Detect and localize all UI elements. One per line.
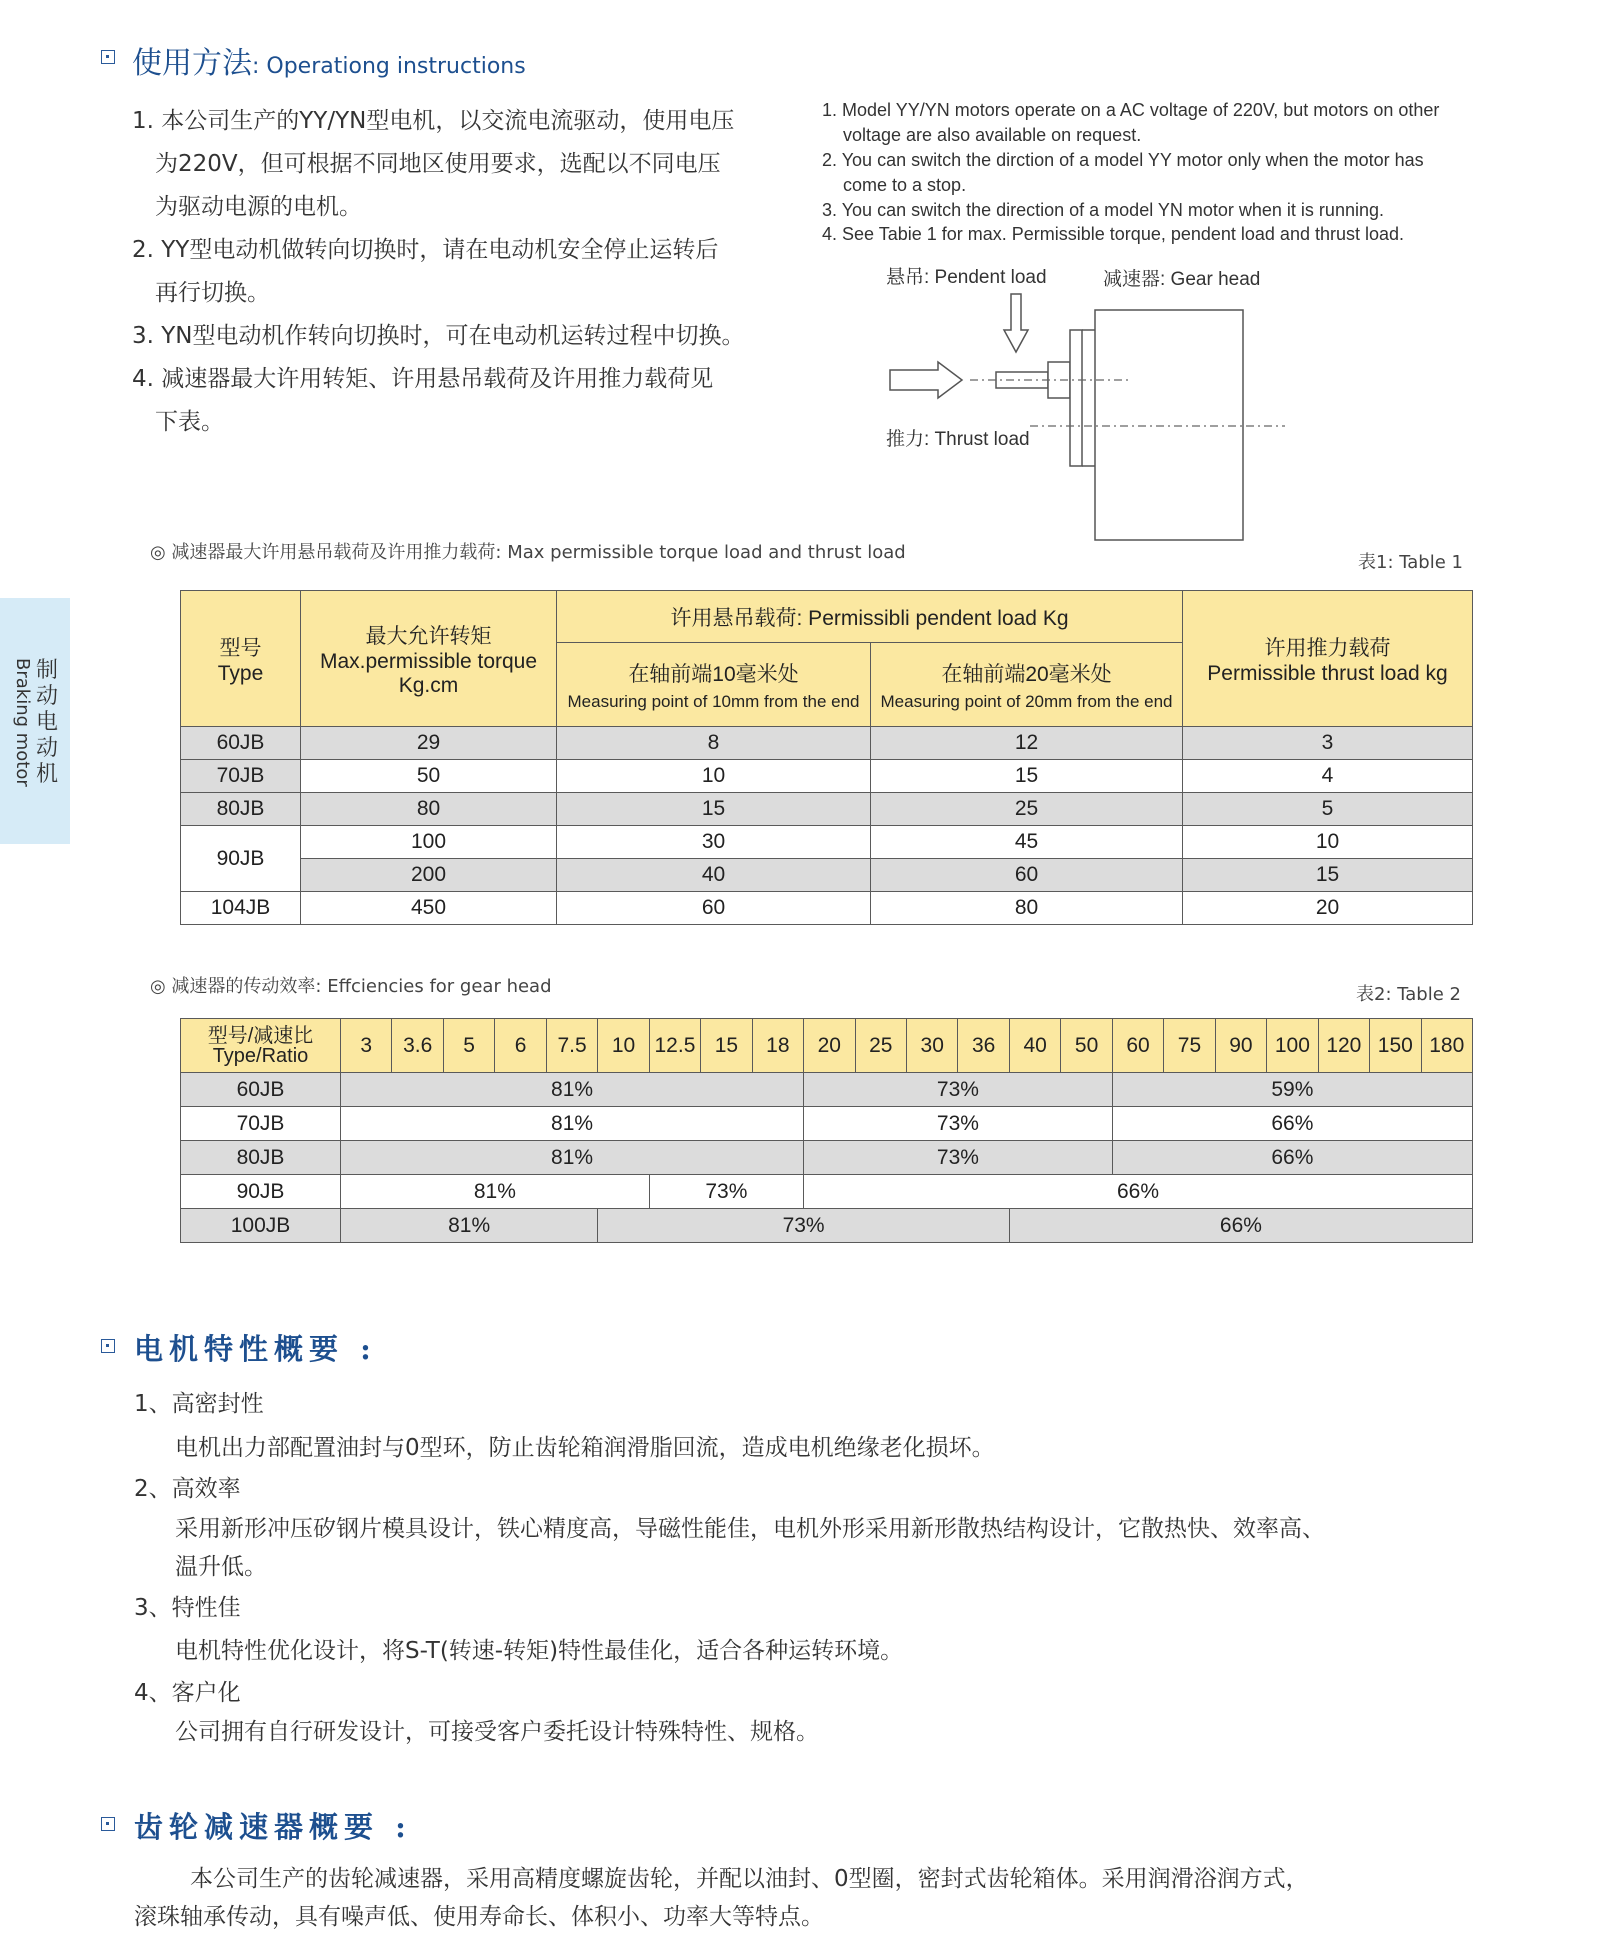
table-cell: 15	[1183, 859, 1473, 892]
ratio-header-cell: 3	[341, 1019, 392, 1073]
ratio-header-cell: 30	[906, 1019, 957, 1073]
ratio-header-cell: 90	[1215, 1019, 1266, 1073]
ratio-header-cell: 25	[855, 1019, 906, 1073]
usage-zh-line: 1. 本公司生产的YY/YN型电机，以交流电流驱动，使用电压	[132, 108, 735, 134]
efficiency-cell: 66%	[804, 1175, 1473, 1209]
efficiency-cell: 81%	[341, 1107, 804, 1141]
gear-summary-title: 齿轮减速器概要 :	[134, 1810, 412, 1844]
table-row	[181, 1107, 1473, 1141]
ratio-header-cell: 150	[1370, 1019, 1421, 1073]
ratio-header-cell: 40	[1009, 1019, 1060, 1073]
table-row	[181, 826, 1473, 859]
usage-zh-line: 为220V，但可根据不同地区使用要求，选配以不同电压	[155, 151, 721, 177]
table-cell: 80	[871, 892, 1183, 925]
ratio-header-cell: 15	[701, 1019, 752, 1073]
gear-head-body	[1095, 310, 1243, 540]
feature-body: 采用新形冲压矽钢片模具设计，铁心精度高，导磁性能佳，电机外形采用新形散热结构设计，它散热快、效率高、	[175, 1516, 1325, 1542]
motor-features-title: 电机特性概要 :	[134, 1332, 377, 1366]
ratio-header-cell: 5	[443, 1019, 494, 1073]
table2-tag: 表2: Table 2	[1356, 984, 1461, 1005]
usage-zh-line: 2. YY型电动机做转向切换时，请在电动机安全停止运转后	[132, 237, 719, 263]
efficiency-cell: 66%	[1112, 1141, 1472, 1175]
ratio-header-cell: 36	[958, 1019, 1009, 1073]
table-row	[181, 1175, 1473, 1209]
table-cell: 20	[1183, 892, 1473, 925]
table-row	[181, 859, 1473, 892]
feature-head: 1、高密封性	[134, 1391, 264, 1417]
table2-header-type-ratio	[181, 1019, 341, 1073]
table-cell: 104JB	[181, 892, 301, 925]
ratio-header-cell: 60	[1112, 1019, 1163, 1073]
table2	[180, 1018, 1473, 1243]
efficiency-cell: 73%	[649, 1175, 803, 1209]
ratio-header-cell: 7.5	[546, 1019, 597, 1073]
feature-body: 公司拥有自行研发设计，可接受客户委托设计特殊特性、规格。	[175, 1719, 819, 1745]
table-cell: 90JB	[181, 826, 301, 892]
side-tab-en: Braking motor	[12, 658, 33, 787]
header-text: Max.permissible torque	[319, 649, 538, 673]
ratio-header-cell: 3.6	[392, 1019, 443, 1073]
header-text: 型号	[219, 636, 262, 660]
shaft	[996, 372, 1048, 388]
efficiency-cell: 81%	[341, 1073, 804, 1107]
flange	[1070, 330, 1082, 466]
header-text: Type/Ratio	[212, 1044, 309, 1067]
header-text: 在轴前端20毫米处	[941, 662, 1112, 686]
table-row	[181, 1073, 1473, 1107]
header-text: 型号/减速比	[207, 1024, 314, 1047]
usage-en-line: come to a stop.	[843, 175, 967, 195]
efficiency-cell: 59%	[1112, 1073, 1472, 1107]
ratio-header-cell: 12.5	[649, 1019, 700, 1073]
efficiency-cell: 73%	[804, 1073, 1113, 1107]
efficiency-cell: 73%	[804, 1107, 1113, 1141]
usage-zh-line: 再行切换。	[155, 280, 270, 306]
table1-header-torque	[301, 591, 557, 727]
efficiency-cell: 81%	[341, 1209, 598, 1243]
table1-header-type	[181, 591, 301, 727]
table-cell: 50	[301, 760, 557, 793]
table-cell: 15	[871, 760, 1183, 793]
table2-header-row	[181, 1019, 1473, 1073]
efficiency-cell: 81%	[341, 1175, 650, 1209]
header-text: 许用推力载荷	[1264, 636, 1391, 660]
table-cell: 70JB	[181, 1107, 341, 1141]
table-cell: 15	[557, 793, 871, 826]
efficiency-cell: 66%	[1009, 1209, 1472, 1243]
table-cell: 3	[1183, 727, 1473, 760]
table-cell: 60	[557, 892, 871, 925]
header-text: Type	[217, 661, 264, 685]
ratio-header-cell: 6	[495, 1019, 546, 1073]
table-cell: 45	[871, 826, 1183, 859]
feature-head: 2、高效率	[134, 1476, 241, 1502]
table-cell: 60	[871, 859, 1183, 892]
usage-zh-line: 3. YN型电动机作转向切换时，可在电动机运转过程中切换。	[132, 323, 745, 349]
table1-caption: ◎ 减速器最大许用悬吊载荷及许用推力载荷: Max permissible torque load and thrust load	[150, 542, 906, 563]
table-row	[181, 727, 1473, 760]
table1-header-20mm	[871, 643, 1183, 727]
ratio-header-cell: 20	[804, 1019, 855, 1073]
table-cell: 80	[301, 793, 557, 826]
usage-zh-line: 下表。	[155, 409, 224, 435]
table-cell: 10	[1183, 826, 1473, 859]
header-text: Permissible thrust load kg	[1207, 661, 1448, 685]
gear-summary-line: 本公司生产的齿轮减速器，采用高精度螺旋齿轮，并配以油封、0型圈，密封式齿轮箱体。采用润滑浴润方式，	[190, 1866, 1309, 1892]
efficiency-cell: 73%	[804, 1141, 1113, 1175]
table2-caption: ◎ 减速器的传动效率: Effciencies for gear head	[150, 976, 552, 997]
usage-en-line: 1. Model YY/YN motors operate on a AC voltage of 220V, but motors on other	[822, 100, 1440, 120]
pendent-arrow-icon	[1004, 294, 1028, 352]
table-cell: 450	[301, 892, 557, 925]
usage-zh-line: 4. 减速器最大许用转矩、许用悬吊载荷及许用推力载荷见	[132, 366, 714, 392]
table-cell: 10	[557, 760, 871, 793]
side-tab-zh: 制动电动机	[36, 658, 59, 787]
table-cell: 12	[871, 727, 1183, 760]
table1-header-10mm	[557, 643, 871, 727]
usage-en-line: 4. See Tabie 1 for max. Permissible torque, pendent load and thrust load.	[822, 224, 1405, 244]
table-cell: 80JB	[181, 1141, 341, 1175]
table-row	[181, 1141, 1473, 1175]
table1-header-thrust	[1183, 591, 1473, 727]
usage-title	[132, 38, 526, 82]
usage-zh-line: 为驱动电源的电机。	[155, 194, 362, 220]
table-cell: 40	[557, 859, 871, 892]
section-bullet-icon	[101, 1817, 115, 1831]
header-text: Measuring point of 20mm from the end	[880, 691, 1173, 711]
header-text: Kg.cm	[398, 673, 459, 697]
ratio-header-cell: 120	[1318, 1019, 1369, 1073]
table1-header-pendent: 许用悬吊载荷: Permissibli pendent load Kg	[557, 591, 1183, 643]
thrust-arrow-icon	[890, 362, 962, 398]
table-cell: 4	[1183, 760, 1473, 793]
ratio-header-cell: 10	[598, 1019, 649, 1073]
ratio-header-cell: 50	[1061, 1019, 1112, 1073]
efficiency-cell: 66%	[1112, 1107, 1472, 1141]
gear-summary-line: 滚珠轴承传动，具有噪声低、使用寿命长、体积小、功率大等特点。	[134, 1904, 824, 1930]
header-text: 在轴前端10毫米处	[628, 662, 799, 686]
thrust-load-label: 推力: Thrust load	[886, 429, 1030, 450]
table1-tag: 表1: Table 1	[1358, 552, 1463, 573]
usage-en-line: 2. You can switch the dirction of a model YY motor only when the motor has	[822, 150, 1424, 170]
table-cell: 8	[557, 727, 871, 760]
table-cell: 100JB	[181, 1209, 341, 1243]
efficiency-cell: 73%	[598, 1209, 1010, 1243]
table-cell: 60JB	[181, 1073, 341, 1107]
table-cell: 25	[871, 793, 1183, 826]
header-text: 最大允许转矩	[365, 624, 492, 648]
table-cell: 30	[557, 826, 871, 859]
feature-head: 4、客户化	[134, 1680, 241, 1706]
usage-en-line: voltage are also available on request.	[843, 125, 1142, 145]
pendent-load-label: 悬吊: Pendent load	[886, 267, 1047, 288]
table-cell: 200	[301, 859, 557, 892]
usage-title-zh: 使用方法	[132, 46, 252, 81]
table-row	[181, 1209, 1473, 1243]
feature-body: 电机出力部配置油封与0型环，防止齿轮箱润滑脂回流，造成电机绝缘老化损坏。	[175, 1435, 995, 1461]
table-cell: 29	[301, 727, 557, 760]
usage-title-en: : Operationg instructions	[252, 54, 526, 79]
efficiency-cell: 81%	[341, 1141, 804, 1175]
header-text: Measuring point of 10mm from the end	[567, 691, 860, 711]
load-diagram	[880, 290, 1300, 550]
ratio-header-cell: 18	[752, 1019, 803, 1073]
table-row	[181, 760, 1473, 793]
table-cell: 80JB	[181, 793, 301, 826]
feature-body: 温升低。	[175, 1554, 267, 1580]
feature-head: 3、特性佳	[134, 1595, 241, 1621]
table-cell: 90JB	[181, 1175, 341, 1209]
table-row	[181, 793, 1473, 826]
ratio-header-cell: 180	[1421, 1019, 1472, 1073]
table-cell: 5	[1183, 793, 1473, 826]
usage-en-line: 3. You can switch the direction of a model YN motor when it is running.	[822, 200, 1384, 220]
table-row	[181, 892, 1473, 925]
ratio-header-cell: 100	[1267, 1019, 1318, 1073]
table-cell: 70JB	[181, 760, 301, 793]
table-cell: 100	[301, 826, 557, 859]
ratio-header-cell: 75	[1164, 1019, 1215, 1073]
feature-body: 电机特性优化设计，将S-T(转速-转矩)特性最佳化，适合各种运转环境。	[175, 1638, 904, 1664]
table-cell: 60JB	[181, 727, 301, 760]
section-bullet-icon	[101, 50, 115, 64]
section-bullet-icon	[101, 1339, 115, 1353]
gear-head-label: 减速器: Gear head	[1103, 269, 1261, 290]
table1	[180, 590, 1473, 925]
